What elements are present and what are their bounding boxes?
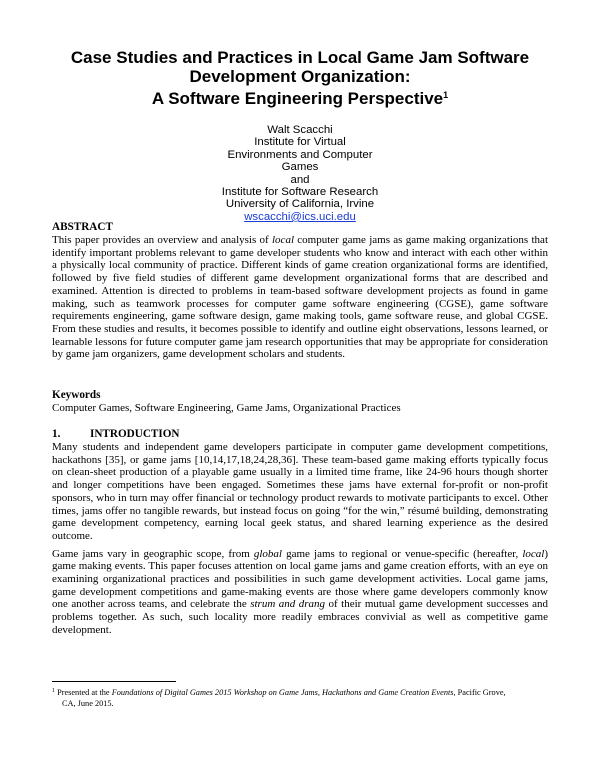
author-name: Walt Scacchi <box>267 124 333 136</box>
author-affiliation-4: and <box>290 173 310 186</box>
introduction-heading <box>52 428 548 441</box>
footnote-line-2: CA, June 2015. <box>62 699 114 709</box>
keywords-heading: Keywords <box>52 389 101 401</box>
author-email-link[interactable]: wscacchi@ics.uci.edu <box>244 210 356 223</box>
section-number: 1. <box>52 428 61 440</box>
intro-p2-emphasis-strum: strum and drang <box>250 598 326 611</box>
footnote <box>52 686 548 710</box>
abstract-text-b: computer game jams as game making organizations that identify important problems relevant to game developer students who know and interact with each other within a physically local community of practice. Different kinds of game creation organizational forms are identified, followed by five field studies of different game development organizational forms that are described and examined. Attention is directed to problems in team-based software development projects as found in game making, such as teamwork processes for computer game software engineering (CGSE), game software requirements engineering, game software design, game making tools, game software reuse, and global CGSE. From these studies and results, it becomes possible to identify and outline eight observations, lessons learned, or learnable lessons for future computer game jam research opportunities that may be appropriate for consideration by game jam organizers, game development scholars and students. <box>52 234 548 361</box>
introduction-paragraph-1: Many students and independent game developers participate in computer game development competitions, hackathons [35], or game jams [10,14,17,18,24,28,36]. These team-based game making efforts typically focus on clean-sheet production of a playable game usually in a limited time frame, like 24-96 hours though shorter and longer competitions have been engaged. Sometimes these jams have external for-profit or non-profit sponsors, who in turn may offer financial or technology product rewards to motivate participants to excel. Other times, jams offer no tangible rewards, but instead focus on going “for the win,” résumé building, demonstrating game development competency, earning local geek status, and shared learning experience as the desired outcome. <box>52 441 548 542</box>
intro-p2-text-c: ) game making events. This paper focuses attention on local game jams and game creation efforts, with an eye on examining organizational practices and possibilities in such game development activities. Local game jams, game development competitions and game-making events are those where game developers commonly know one another across teams, and celebrate the <box>52 547 548 611</box>
introduction-section <box>52 428 548 637</box>
keywords-section <box>52 389 548 415</box>
title-line-3-text: A Software Engineering Perspective <box>151 89 444 108</box>
footnote-line-1 <box>52 686 548 698</box>
footnote-text-b: , Pacific Grove, <box>453 688 506 697</box>
paper-title <box>40 49 560 109</box>
keywords-text: Computer Games, Software Engineering, Game Jams, Organizational Practices <box>52 402 401 414</box>
author-affiliation-6: University of California, Irvine <box>225 198 375 211</box>
abstract-heading: ABSTRACT <box>52 221 113 233</box>
author-affiliation-5: Institute for Software Research <box>221 186 379 199</box>
footnote-marker: 1 <box>52 688 55 694</box>
author-affiliation-2: Environments and Computer <box>227 148 373 161</box>
title-line-1: Case Studies and Practices in Local Game Jam Software <box>70 48 530 67</box>
intro-p2-text-b: game jams to regional or venue-specific (hereafter, <box>282 547 523 560</box>
author-affiliation-3: Games <box>281 161 319 174</box>
abstract-section <box>52 221 548 361</box>
author-block <box>200 124 400 223</box>
intro-p2-text-a: Game jams vary in geographic scope, from <box>52 547 254 560</box>
intro-p2-emphasis-global: global <box>253 547 282 560</box>
title-line-3 <box>40 86 560 109</box>
abstract-emphasis: local <box>272 234 294 246</box>
introduction-paragraph-2 <box>52 548 548 637</box>
footnote-venue: Foundations of Digital Games 2015 Workshop on Game Jams, Hackathons and Game Creation Events <box>111 688 454 697</box>
abstract-text-a: This paper provides an overview and analysis of <box>52 234 272 246</box>
abstract-paragraph <box>52 234 548 361</box>
intro-p2-emphasis-local: local <box>522 547 545 560</box>
intro-p2-text-d: of their mutual game development successes and problems together. As such, such locality more readily embraces convivial as well as competitive game development. <box>52 598 548 636</box>
title-line-2: Development Organization: <box>189 66 411 86</box>
footnote-text-a: Presented at the <box>57 688 112 697</box>
section-title: INTRODUCTION <box>90 428 180 440</box>
footnote-divider <box>52 681 176 682</box>
title-footnote-marker: 1 <box>443 90 449 100</box>
author-affiliation-1: Institute for Virtual <box>254 136 346 149</box>
